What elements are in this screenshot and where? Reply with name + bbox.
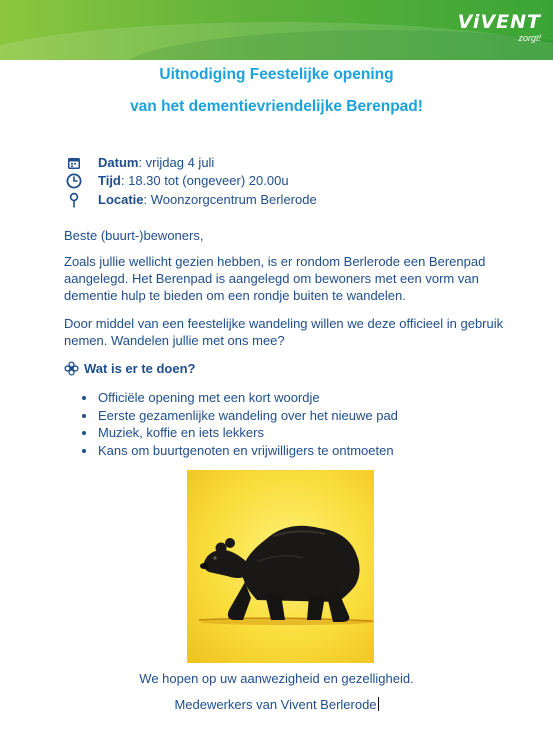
signature-line [0, 697, 553, 712]
date-text [98, 155, 214, 171]
location-label: Locatie [98, 192, 144, 207]
logo-brand: ViVENT [457, 11, 541, 33]
list-item: Kans om buurtgenoten en vrijwilligers te ontmoeten [64, 442, 398, 460]
flower-icon [64, 361, 79, 376]
logo-tagline: zorgt! [518, 33, 541, 43]
date-label: Datum [98, 155, 139, 170]
vivent-logo [458, 12, 541, 43]
list-item: Eerste gezamenlijke wandeling over het nieuwe pad [64, 407, 398, 425]
location-value: : Woonzorgcentrum Berlerode [143, 192, 317, 207]
greeting: Beste (buurt-)bewoners, [64, 228, 204, 243]
invitation-subtitle: van het dementievriendelijke Berenpad! [130, 98, 423, 115]
date-value: : vrijdag 4 juli [138, 155, 215, 170]
bear-photo [187, 470, 374, 663]
signature: Medewerkers van Vivent Berlerode [174, 697, 377, 712]
intro-paragraph: Zoals jullie wellicht gezien hebben, is er rondom Berlerode een Berenpad aangelegd. Het Berenpad is aangelegd om bewoners met een vorm van dementie hulp te bieden om een rondje buiten te wandelen. [64, 254, 486, 303]
calendar-icon [66, 155, 82, 171]
program-heading: Wat is er te doen? [84, 361, 196, 376]
invite-paragraph: Door middel van een feestelijke wandeling willen we deze officieel in gebruik nemen. Wandelen jullie met ons mee? [64, 316, 504, 348]
location-text [98, 192, 317, 208]
program-list [64, 389, 398, 460]
invitation-title: Uitnodiging Feestelijke opening [159, 66, 394, 83]
header-banner [0, 0, 553, 60]
bear-illustration [187, 470, 374, 663]
list-item: Muziek, koffie en iets lekkers [64, 424, 398, 442]
clock-icon [66, 173, 82, 189]
map-pin-icon [66, 192, 82, 208]
time-value: : 18.30 tot (ongeveer) 20.00u [120, 173, 289, 188]
text-cursor [378, 697, 379, 711]
list-item: Officiële opening met een kort woordje [64, 389, 398, 407]
time-label: Tijd [98, 173, 121, 188]
time-text [98, 173, 289, 189]
closing-line: We hopen op uw aanwezigheid en gezelligheid. [139, 671, 414, 686]
